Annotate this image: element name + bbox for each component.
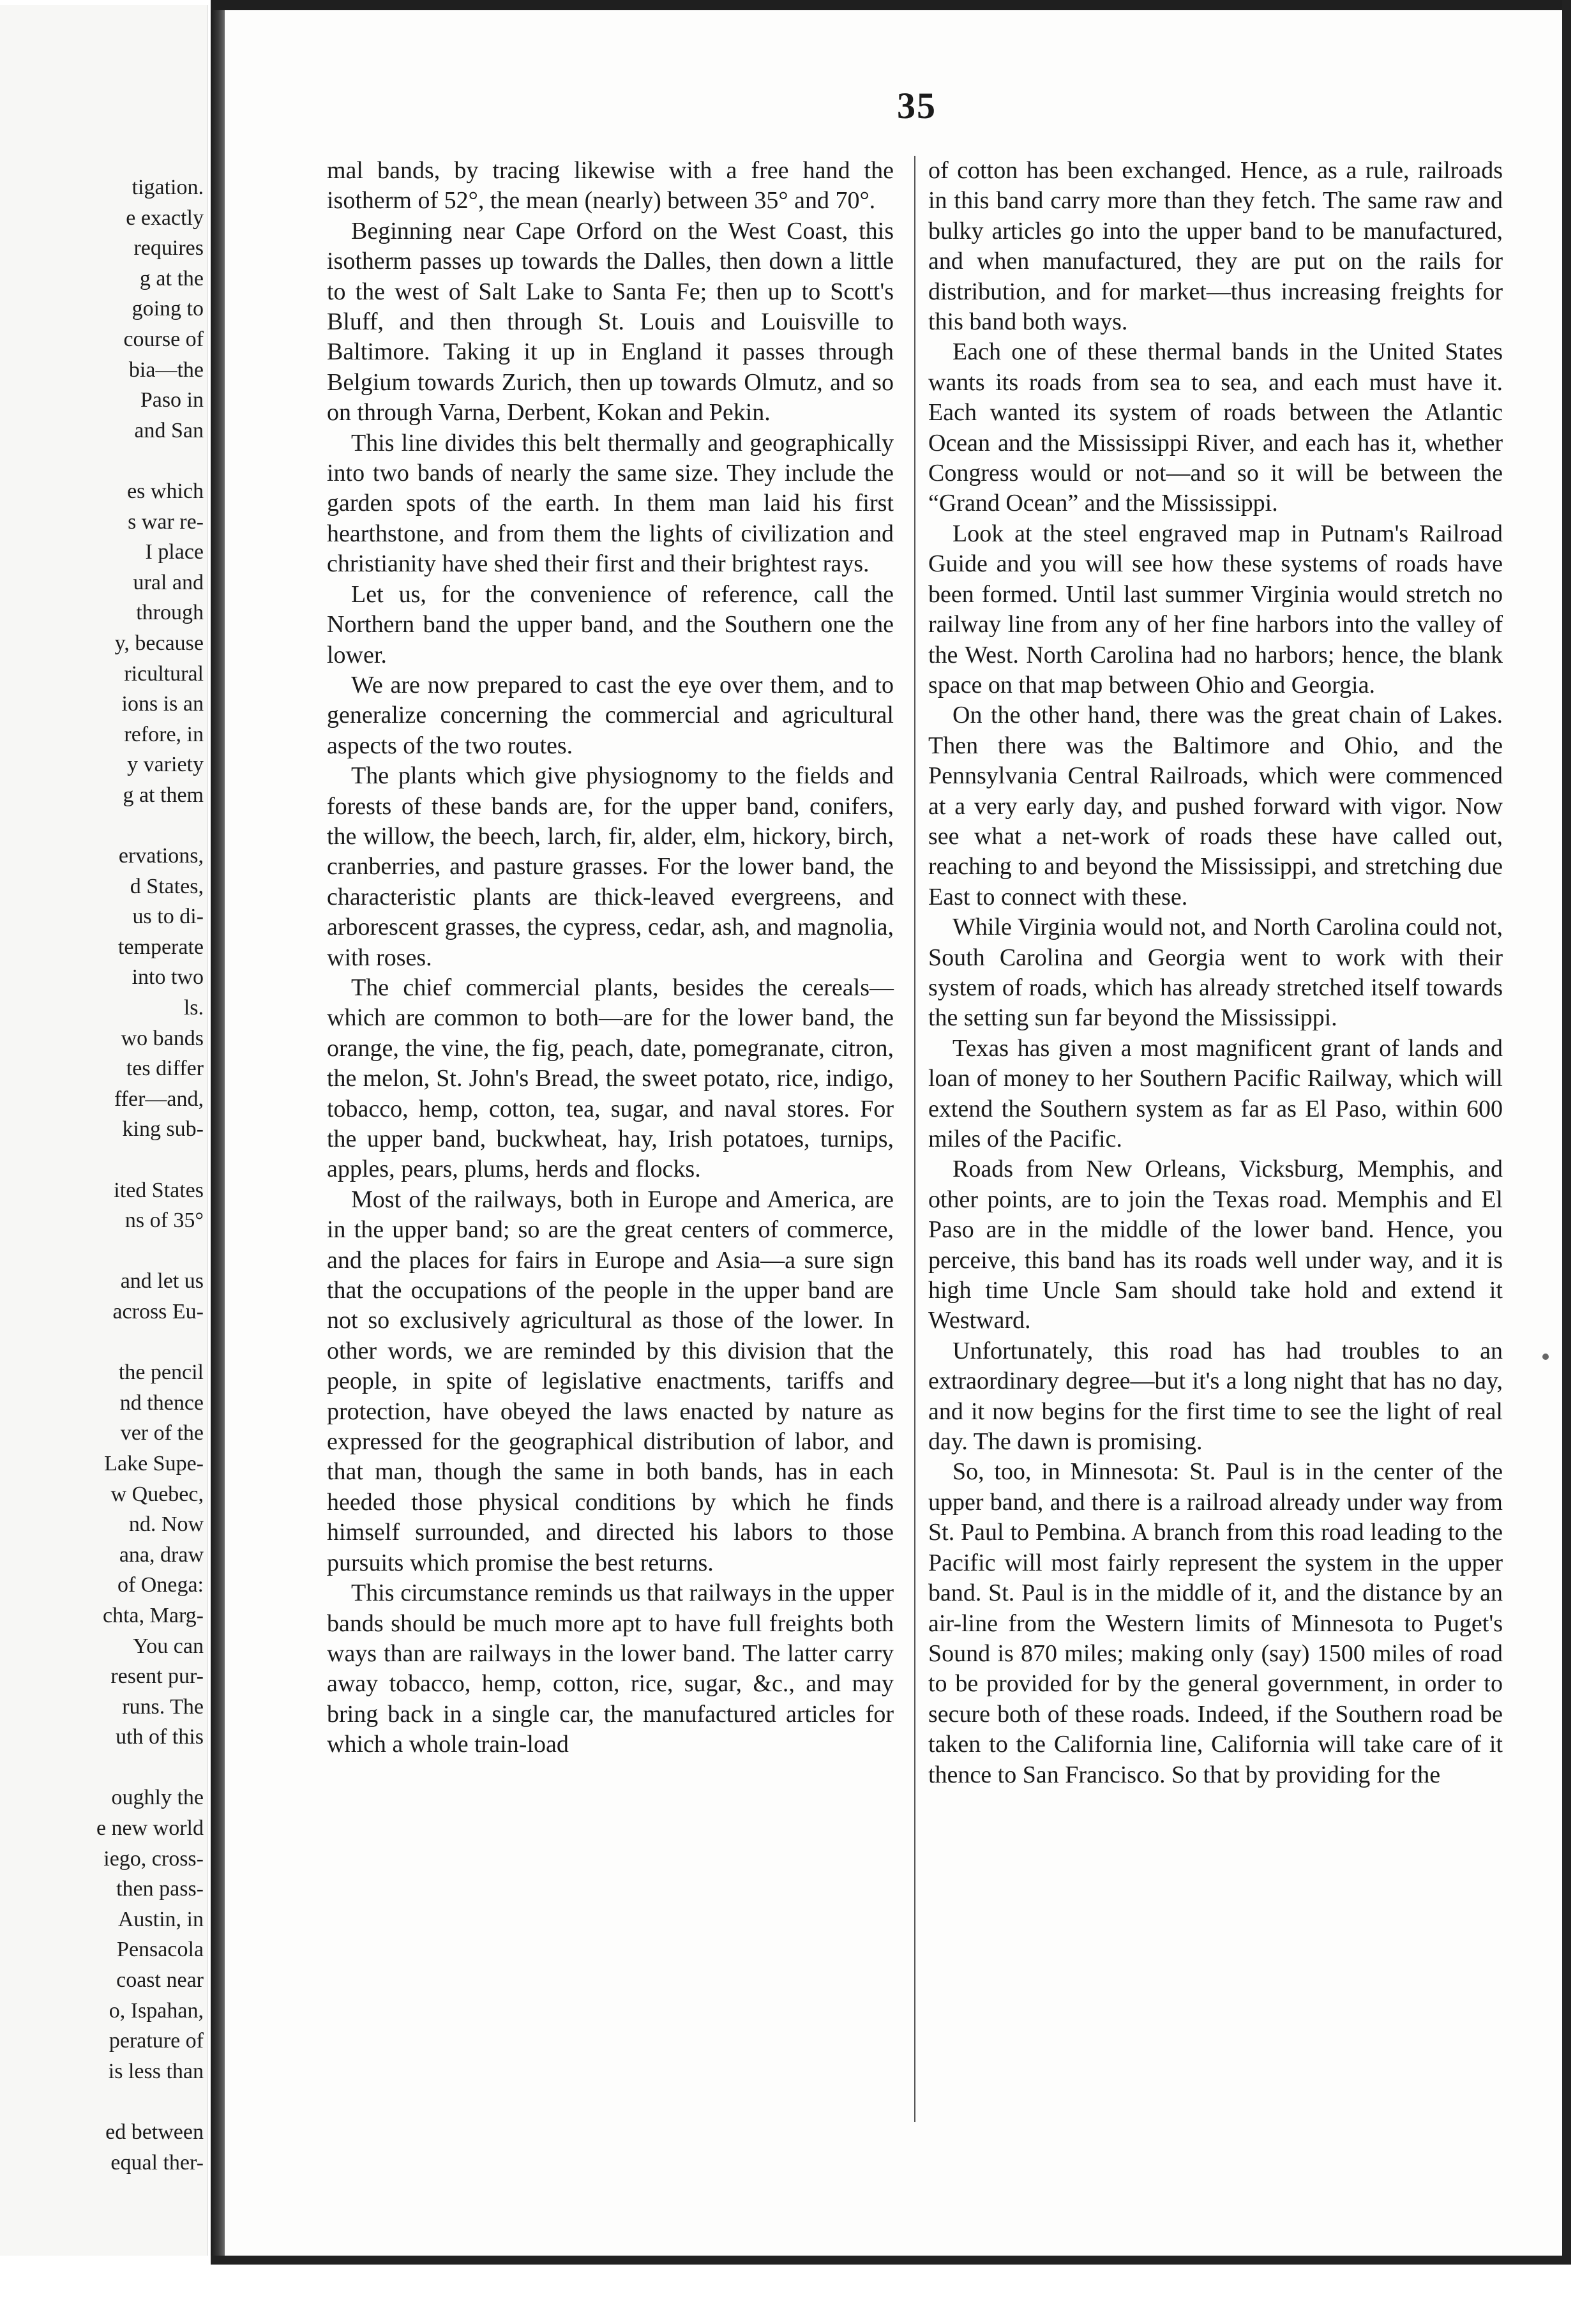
paragraph: Texas has given a most magnificent grant of lands and loan of money to her Southern Pacific Railway, which will extend the Southern system as far as El Paso, within 600 miles of the Pacific. xyxy=(928,1034,1503,1152)
facing-page-line: d States, xyxy=(130,874,204,898)
facing-page-line: going to xyxy=(132,297,204,321)
facing-page-line: refore, in xyxy=(124,722,204,746)
facing-page-fragment xyxy=(0,5,208,2256)
paragraph: Look at the steel engraved map in Putnam's Railroad Guide and you will see how these systems of roads have been formed. Until last summer Virginia would stretch no railway line from any of her fine harbors into the valley of the West. North Carolina had no harbors; hence, the blank space on that map between Ohio and Georgia. xyxy=(928,520,1503,698)
facing-page-line: iego, cross- xyxy=(103,1846,204,1871)
facing-page-line xyxy=(0,810,204,841)
facing-page-line: ed between xyxy=(105,2120,204,2144)
paragraph: This line divides this belt thermally and geographically into two bands of nearly the same size. They include the garden spots of the earth. In them man laid his first hearthstone, and from them the lights of civilization and christianity have shed their first and their brightest rays. xyxy=(327,429,894,578)
facing-page-line: Austin, in xyxy=(117,1907,204,1931)
facing-page-line: ited States xyxy=(114,1178,204,1202)
facing-page-line: ions is an xyxy=(121,692,204,716)
paragraph: Most of the railways, both in Europe and America, are in the upper band; so are the great centers of commerce, and the places for fairs in Europe and Asia—a sure sign that the occupations of the people in the upper band are not so exclusively agricultural as those of the lower. In other words, we are reminded by this division that the people, in spite of legislative enactments, tariffs and protection, have obeyed the laws enacted by nature as expressed for the geographical distribution of labor, and that man, though the same in both bands, has in each heeded those physical conditions by which he finds himself surrounded, and directed his labors to those pursuits which promise the best returns. xyxy=(327,1186,894,1576)
facing-page-line: e exactly xyxy=(126,206,204,230)
paragraph: This circumstance reminds us that railways in the upper bands should be much more apt to have full freights both ways than are railways in the lower band. The latter carry away tobacco, hemp, cotton, rice, sugar, &c., and may bring back in a single car, the manufactured articles for which a whole train-load xyxy=(327,1580,894,1758)
facing-page-line: us to di- xyxy=(132,905,204,929)
left-text-column xyxy=(327,156,894,1760)
paragraph: Each one of these thermal bands in the United States wants its roads from sea to sea, and each must have it. Each wanted its system of roads between the Atlantic Ocean and the Mississippi River, and each has it, whether Congress would or not—and so it will be between the “Grand Ocean” and the Mississippi. xyxy=(928,338,1503,517)
paragraph: The chief commercial plants, besides the cereals—which are common to both—are for the lower band, the orange, the vine, the fig, peach, date, pomegranate, citron, the melon, St. John's Bread, the sweet potato, rice, indigo, tobacco, hemp, cotton, tea, sugar, and naval stores. For the upper band, buckwheat, hay, Irish potatoes, turnips, apples, pears, plums, herds and flocks. xyxy=(327,974,894,1183)
facing-page-line: equal ther- xyxy=(110,2150,204,2175)
facing-page-line: g at them xyxy=(123,783,204,807)
page-bottom-edge xyxy=(211,2256,1571,2265)
facing-page-line: w Quebec, xyxy=(110,1482,204,1506)
facing-page-line: Paso in xyxy=(140,388,204,412)
paragraph: On the other hand, there was the great chain of Lakes. Then there was the Baltimore and Ohio, and the Pennsylvania Central Railroads, which were commenced at a very early day, and pushed forward with vigor. Now see what a net-work of roads these have called out, reaching to and beyond the Mississippi, and stretching due East to connect with these. xyxy=(928,702,1503,910)
paragraph: of cotton has been exchanged. Hence, as a rule, railroads in this band carry more than they fetch. The same raw and bulky articles go into the upper band to be manufactured, and when manufactured, they are put on the rails for distribution, and for market—thus increasing freights for this band both ways. xyxy=(928,157,1503,336)
page-right-edge xyxy=(1562,0,1571,2263)
paragraph: While Virginia would not, and North Carolina could not, South Carolina and Georgia went to work with their system of roads, which has already stretched itself towards the setting sun far beyond the Mississippi. xyxy=(928,914,1503,1032)
facing-page-line: o, Ispahan, xyxy=(109,1998,204,2023)
facing-page-line: You can xyxy=(133,1634,204,1658)
facing-page-line: nd thence xyxy=(119,1391,204,1415)
facing-page-line: e new world xyxy=(96,1816,204,1841)
facing-page-line: ural and xyxy=(133,570,204,594)
book-binding xyxy=(211,5,225,2256)
facing-page-line: ns of 35° xyxy=(124,1209,204,1233)
facing-page-line: coast near xyxy=(116,1968,204,1993)
facing-page-line: and let us xyxy=(120,1269,204,1293)
facing-page-line: oughly the xyxy=(111,1786,204,1810)
facing-page-line: is less than xyxy=(108,2059,204,2083)
facing-page-line: g at the xyxy=(139,266,204,290)
facing-page-text xyxy=(0,172,204,2178)
paragraph: Unfortunately, this road has had troubles to an extraordinary degree—but it's a long night that has no day, and it now begins for the first time to see the light of real day. The dawn is promising. xyxy=(928,1337,1503,1456)
facing-page-line: through xyxy=(136,601,204,625)
facing-page-line: I place xyxy=(145,540,204,564)
facing-page-line: ls. xyxy=(183,996,204,1020)
facing-page-line: ricultural xyxy=(124,661,204,686)
page-number: 35 xyxy=(897,85,937,126)
paragraph: Beginning near Cape Orford on the West Coast, this isotherm passes up towards the Dalles, then down a little to the west of Salt Lake to Santa Fe; then up to Scott's Bluff, and then through St. Louis and Louisville to Baltimore. Taking it up in England it passes through Belgium towards Zurich, then up towards Olmutz, and so on through Varna, Derbent, Kokan and Pekin. xyxy=(327,217,894,426)
facing-page-line xyxy=(0,1236,204,1267)
facing-page-line: of Onega: xyxy=(117,1573,204,1597)
facing-page-line: nd. Now xyxy=(128,1512,204,1537)
page-top-edge xyxy=(211,0,1570,10)
facing-page-line: requires xyxy=(133,236,204,260)
facing-page-line xyxy=(0,2086,204,2117)
facing-page-line: tes differ xyxy=(126,1057,204,1081)
facing-page-line: king sub- xyxy=(122,1117,204,1142)
facing-page-line: ervations, xyxy=(118,844,204,868)
column-divider xyxy=(914,156,915,2122)
paragraph: The plants which give physiognomy to the fields and forests of these bands are, for the upper band, conifers, the willow, the beech, larch, fir, alder, elm, hickory, birch, cranberries, and pasture grasses. For the lower band, the characteristic plants are thick-leaved evergreens, and arborescent grasses, the cypress, cedar, ash, and magnolia, with roses. xyxy=(327,762,894,971)
ink-speck xyxy=(1542,1354,1549,1360)
facing-page-line: bia—the xyxy=(128,358,204,382)
facing-page-line: resent pur- xyxy=(110,1664,204,1689)
facing-page-line: ana, draw xyxy=(119,1542,204,1567)
paragraph: Let us, for the convenience of reference, call the Northern band the upper band, and the Southern one the lower. xyxy=(327,580,894,668)
facing-page-line: course of xyxy=(123,327,204,351)
facing-page-line: chta, Marg- xyxy=(103,1603,204,1627)
facing-page-line: then pass- xyxy=(116,1877,204,1901)
facing-page-line: temperate xyxy=(117,935,204,959)
facing-page-line: y variety xyxy=(127,753,204,777)
facing-page-line xyxy=(0,1145,204,1175)
facing-page-line: the pencil xyxy=(118,1361,204,1385)
facing-page-line: and San xyxy=(134,418,204,442)
facing-page-line: perature of xyxy=(109,2029,204,2053)
facing-page-line: es which xyxy=(127,479,204,503)
facing-page-line: runs. The xyxy=(122,1694,204,1719)
paragraph: Roads from New Orleans, Vicksburg, Memphis, and other points, are to join the Texas road. Memphis and El Paso are in the middle of the lower band. Hence, you perceive, this band has its roads well under way, and it is high time Uncle Sam should take hold and extend it Westward. xyxy=(928,1156,1503,1334)
facing-page-line: Lake Supe- xyxy=(104,1451,204,1475)
facing-page-line: s war re- xyxy=(128,509,204,534)
facing-page-line xyxy=(0,1327,204,1358)
facing-page-line: y, because xyxy=(114,631,204,655)
paragraph: So, too, in Minnesota: St. Paul is in the center of the upper band, and there is a railroad already under way from St. Paul to Pembina. A branch from this road leading to the Pacific will most fairly represent the system in the upper band. St. Paul is in the middle of it, and the distance by an air-line from the Western limits of Minnesota to Puget's Sound is 870 miles; making only (say) 1500 miles of road to be provided for by the general government, in order to secure both of these roads. Indeed, if the Southern road be taken to the California line, California will take care of it thence to San Francisco. So that by providing for the xyxy=(928,1458,1503,1788)
facing-page-line: uth of this xyxy=(116,1725,204,1749)
facing-page-line: into two xyxy=(132,965,204,990)
facing-page-line: tigation. xyxy=(132,176,204,199)
facing-page-line xyxy=(0,1753,204,1783)
facing-page-line: Pensacola xyxy=(117,1938,204,1962)
paragraph: We are now prepared to cast the eye over them, and to generalize concerning the commercial and agricultural aspects of the two routes. xyxy=(327,671,894,759)
facing-page-line: ver of the xyxy=(120,1421,204,1445)
paragraph: mal bands, by tracing likewise with a free hand the isotherm of 52°, the mean (nearly) between 35° and 70°. xyxy=(327,157,894,215)
right-text-column xyxy=(928,156,1503,1790)
facing-page-line xyxy=(0,446,204,476)
facing-page-line: ffer—and, xyxy=(114,1087,204,1111)
facing-page-line: wo bands xyxy=(121,1026,204,1050)
facing-page-line: across Eu- xyxy=(112,1299,204,1323)
